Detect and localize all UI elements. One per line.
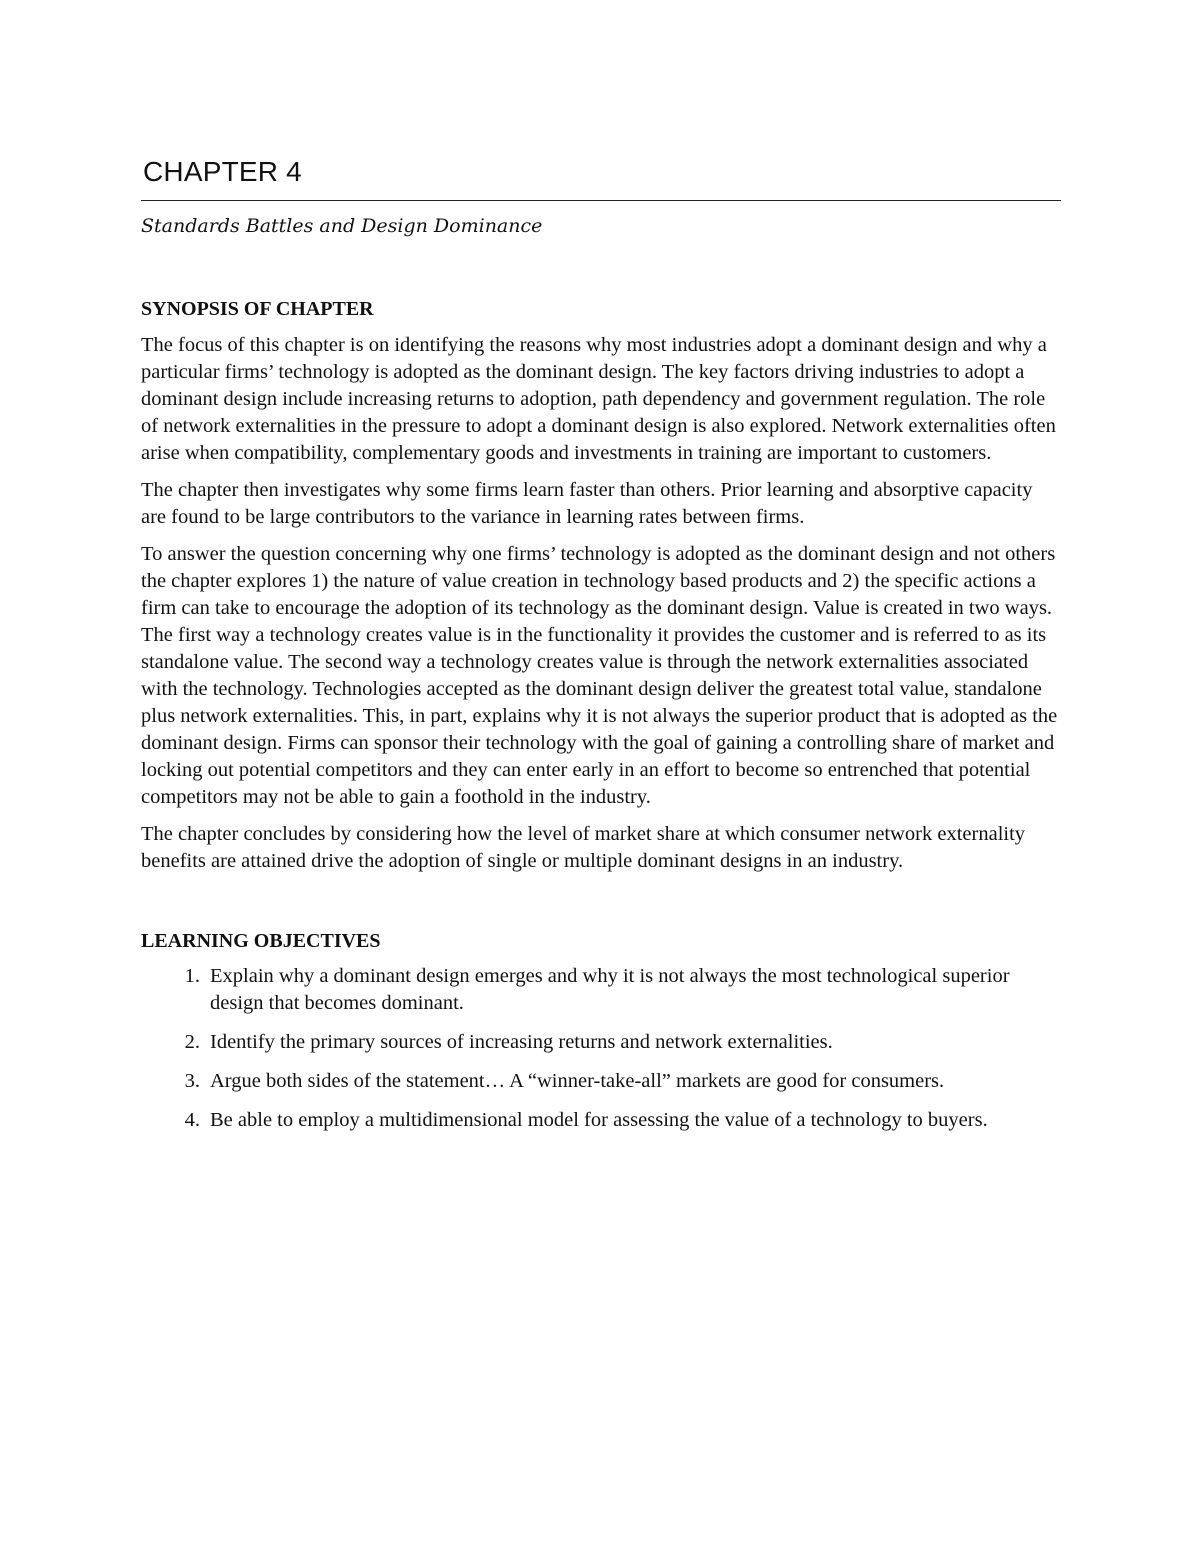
list-item-text: Identify the primary sources of increasing returns and network externalities. (210, 1031, 833, 1053)
list-item (141, 1029, 1061, 1056)
synopsis-paragraph-3: To answer the question concerning why one firms’ technology is adopted as the dominant design and not others the chapter explores 1) the nature of value creation in technology based products and 2) the specific actions a firm can take to encourage the adoption of its technology as the dominant design. Value is created in two ways. The first way a technology creates value is in the functionality it provides the customer and is referred to as its standalone value. The second way a technology creates value is through the network externalities associated with the technology. Technologies accepted as the dominant design deliver the greatest total value, standalone plus network externalities. This, in part, explains why it is not always the superior product that is adopted as the dominant design. Firms can sponsor their technology with the goal of gaining a controlling share of market and locking out potential competitors and they can enter early in an effort to become so entrenched that potential competitors may not be able to gain a foothold in the industry. (141, 543, 1058, 808)
learning-objectives-heading: LEARNING OBJECTIVES (141, 930, 381, 952)
synopsis-heading: SYNOPSIS OF CHAPTER (141, 298, 374, 320)
list-item-number: 4. (184, 1109, 200, 1131)
list-item-number: 1. (184, 965, 200, 987)
chapter-title: CHAPTER 4 (143, 156, 302, 187)
list-item (141, 963, 1061, 1017)
list-item-text: Be able to employ a multidimensional model for assessing the value of a technology to buyers. (210, 1109, 988, 1131)
learning-objectives-list (141, 963, 1061, 1134)
synopsis-paragraph-4: The chapter concludes by considering how the level of market share at which consumer network externality benefits are attained drive the adoption of single or multiple dominant designs in an industry. (141, 823, 1026, 872)
list-item-text: Explain why a dominant design emerges and why it is not always the most technological superior design that becomes dominant. (210, 965, 1010, 1014)
synopsis-paragraph-2: The chapter then investigates why some firms learn faster than others. Prior learning and absorptive capacity are found to be large contributors to the variance in learning rates between firms. (141, 479, 1033, 528)
list-item (141, 1068, 1061, 1095)
chapter-subtitle: Standards Battles and Design Dominance (141, 215, 543, 237)
list-item-number: 3. (184, 1070, 200, 1092)
list-item-number: 2. (184, 1031, 200, 1053)
synopsis-paragraph-1: The focus of this chapter is on identifying the reasons why most industries adopt a dominant design and why a particular firms’ technology is adopted as the dominant design. The key factors driving industries to adopt a dominant design include increasing returns to adoption, path dependency and government regulation. The role of network externalities in the pressure to adopt a dominant design is also explored. Network externalities often arise when compatibility, complementary goods and investments in training are important to customers. (141, 334, 1056, 464)
document-page (141, 152, 1061, 1146)
title-rule (141, 200, 1061, 201)
list-item (141, 1107, 1061, 1134)
list-item-text: Argue both sides of the statement… A “winner-take-all” markets are good for consumers. (210, 1070, 945, 1092)
